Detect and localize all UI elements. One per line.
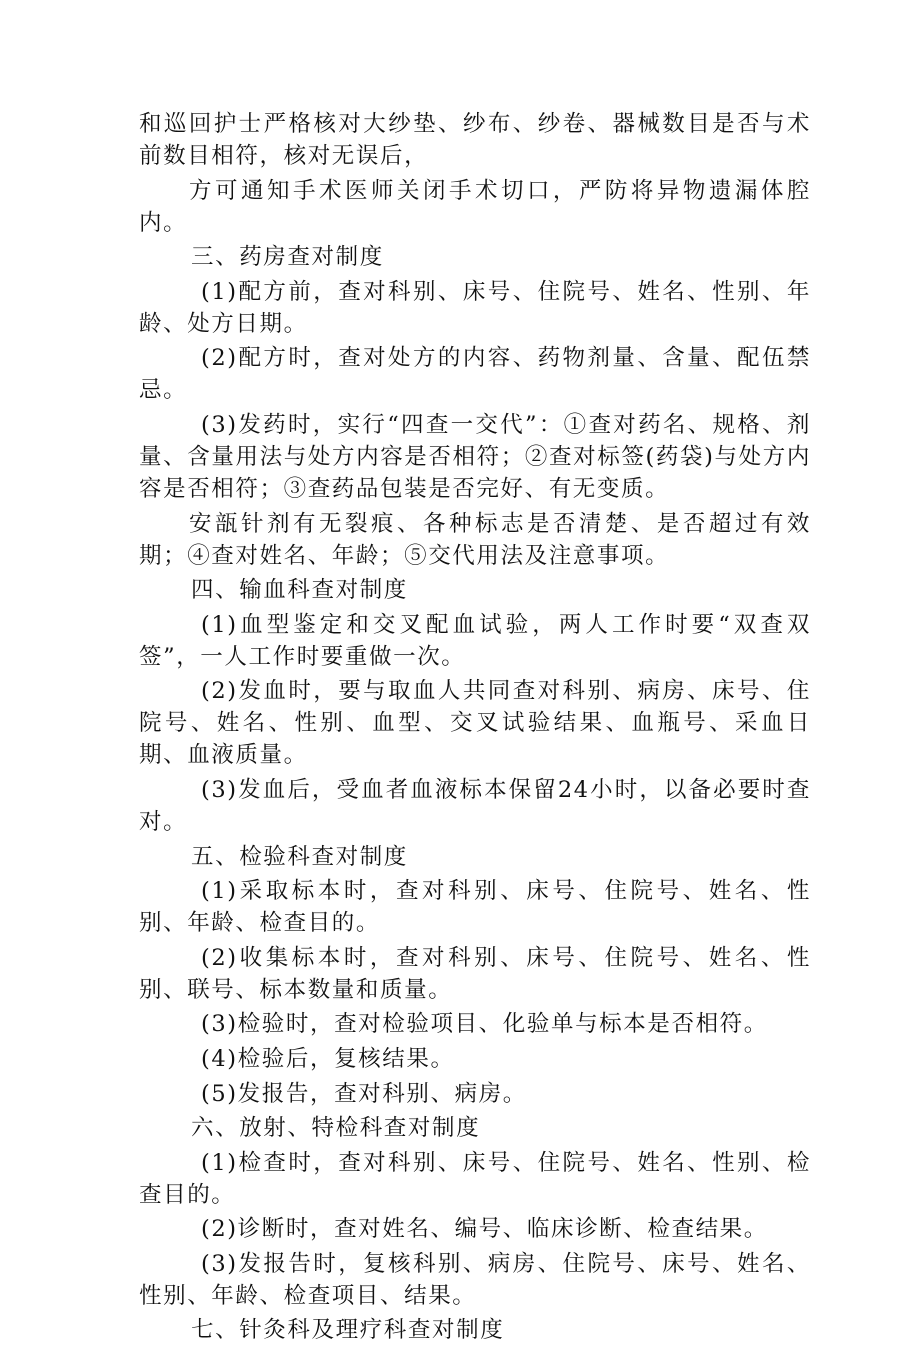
list-item: (2)配方时，查对处方的内容、药物剂量、含量、配伍禁忌。 <box>139 345 811 404</box>
paragraph: 安瓿针剂有无裂痕、各种标志是否清楚、是否超过有效期；④查对姓名、年龄；⑤交代用法及注意事项。 <box>139 510 811 569</box>
list-item: (2)收集标本时，查对科别、床号、住院号、姓名、性别、联号、标本数量和质量。 <box>139 944 811 1003</box>
list-item: (2)发血时，要与取血人共同查对科别、病房、床号、住院号、姓名、性别、血型、交叉试验结果、血瓶号、采血日期、血液质量。 <box>139 678 811 769</box>
list-item: (1)采取标本时，查对科别、床号、住院号、姓名、性别、年龄、检查目的。 <box>139 878 811 937</box>
list-item: (1)检查时，查对科别、床号、住院号、姓名、性别、检查目的。 <box>139 1149 811 1208</box>
section-heading: 五、检验科查对制度 <box>191 843 408 870</box>
section-heading: 六、放射、特检科查对制度 <box>191 1115 481 1142</box>
list-item: (3)发药时，实行“四查一交代”：①查对药名、规格、剂量、含量用法与处方内容是否相符；②查对标签(药袋)与处方内容是否相符；③查药品包装是否完好、有无变质。 <box>139 411 811 502</box>
list-item: (3)发血后，受血者血液标本保留24小时，以备必要时查对。 <box>139 776 811 835</box>
list-item: (3)发报告时，复核科别、病房、住院号、床号、姓名、性别、年龄、检查项目、结果。 <box>139 1250 811 1309</box>
list-item: (1)配方前，查对科别、床号、住院号、姓名、性别、年龄、处方日期。 <box>139 278 811 337</box>
section-heading: 四、输血科查对制度 <box>191 577 408 604</box>
paragraph: 方可通知手术医师关闭手术切口，严防将异物遗漏体腔内。 <box>139 177 811 236</box>
list-item: (4)检验后，复核结果。 <box>201 1045 455 1072</box>
list-item: (3)检验时，查对检验项目、化验单与标本是否相符。 <box>201 1011 768 1038</box>
section-heading: 七、针灸科及理疗科查对制度 <box>191 1317 505 1344</box>
list-item: (1)血型鉴定和交叉配血试验，两人工作时要“双查双签”，一人工作时要重做一次。 <box>139 611 811 670</box>
section-heading: 三、药房查对制度 <box>191 244 384 271</box>
list-item: (2)诊断时，查对姓名、编号、临床诊断、检查结果。 <box>201 1216 768 1243</box>
document-body <box>139 108 811 1349</box>
list-item: (5)发报告，查对科别、病房。 <box>201 1080 527 1107</box>
paragraph: 和巡回护士严格核对大纱垫、纱布、纱卷、器械数目是否与术前数目相符，核对无误后， <box>139 111 811 169</box>
